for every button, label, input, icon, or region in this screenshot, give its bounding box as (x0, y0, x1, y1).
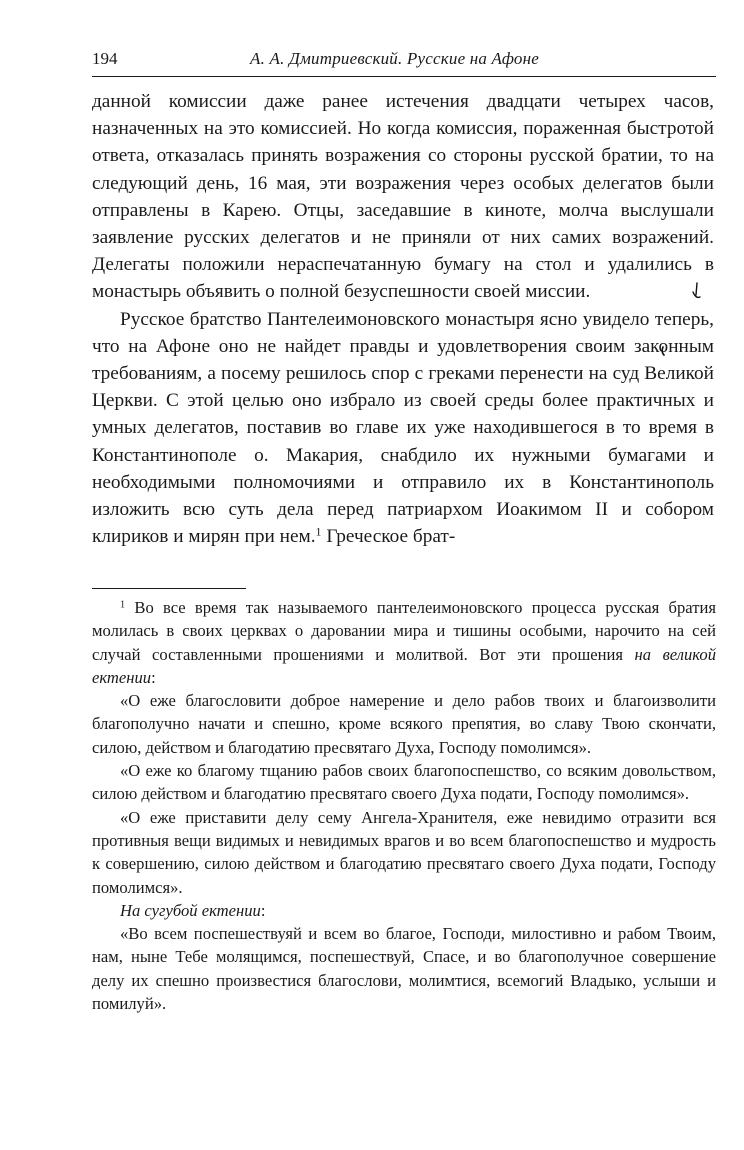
page-header (92, 44, 716, 77)
footnote-intro (92, 596, 716, 689)
footnote-italic-label: на великой ектении (92, 644, 716, 687)
footnote-petition: «О еже приставити делу сему Ангела-Хранителя, еже невидимо отразити вся противныя вещи видимых и невидимых врагов и во всем благопоспешство и мудрость к совершению, силою действом и благодатию пресвятаго своего Духа подати, Господу помолимся». (92, 807, 716, 897)
footnote-label-colon: : (260, 900, 266, 920)
footnote-italic-label: На сугубой ектении (120, 900, 261, 920)
footnote-petition: «О еже ко благому тщанию рабов своих благопоспешство, со всяким довольством, силою действом и благодатию пресвятаго своего Духа подати, Господу помолимся». (92, 761, 716, 804)
footnote-intro-end: : (151, 667, 156, 687)
footnote-petition: «Во всем поспешествуяй и всем во благое, Господи, милостивно и рабом Твоим, нам, ныне Тебе молящимся, поспешествуй, Спасе, и во благополучное совершение делу их спешно произвестися благослови, молимтися, всемогий Владыко, услыши и помилуй». (92, 924, 716, 1014)
footnotes (92, 596, 716, 1015)
body-paragraph-text: Русское братство Пантелеимоновского монастыря ясно увидело теперь, что на Афоне оно не найдет правды и удовлетворения своим законным требованиям, а посему решилось спор с греками перенести на суд Великой Церкви. С этой целью оно избрало из своей среды более практичных и умных делегатов, поставив во главе их уже находившегося в то время в Константинополе о. Макария, снабдило их нужными бумагами и необходимыми полномочиями и отправило их в Константинополь изложить всю суть дела перед патриархом Иоакимом II и собором клириков и мирян при нем. (92, 308, 714, 548)
body-paragraph: данной комиссии даже ранее истечения двадцати четырех часов, назначенных на это комиссией. Но когда комиссия, пораженная быстротой ответа, отказалась принять возражения со стороны русской братии, то на следующий день, 16 мая, эти возражения через особых делегатов были отправлены в Карею. Отцы, заседавшие в киноте, молча выслушали заявление русских делегатов и не приняли от них самих возражений. Делегаты положили нераспечатанную бумагу на стол и удалились в монастырь объявить о полной безуспешности своей миссии. (92, 91, 714, 303)
footnote-petition: «О еже благословити доброе намерение и дело рабов твоих и благоизволити благополучно начати и спешно, кроме всякого препятия, во славу Твою скончати, силою, действом и благодатию пресвятаго Духа, Господу помолимся». (92, 691, 716, 757)
footnote-divider (92, 588, 246, 589)
running-head: А. А. Дмитриевский. Русские на Афоне (250, 49, 540, 68)
page-number: 194 (92, 49, 118, 68)
footnote-marker: 1 (120, 599, 126, 611)
main-text (92, 88, 714, 550)
footnote-section-label (92, 899, 716, 922)
pen-mark-icon (655, 346, 669, 362)
body-paragraph (92, 306, 714, 551)
footnote-reference: 1 (315, 524, 322, 539)
footnote-intro-text: Во все время так называемого пантелеимоновского процесса русская братия молилась в своих церквах о даровании мира и тишины особыми, нарочито на сей случай составленными прошениями и молитвой. Вот эти прошения (92, 598, 716, 664)
pen-mark-icon (690, 282, 704, 302)
body-paragraph-continuation: Греческое брат- (321, 526, 456, 548)
